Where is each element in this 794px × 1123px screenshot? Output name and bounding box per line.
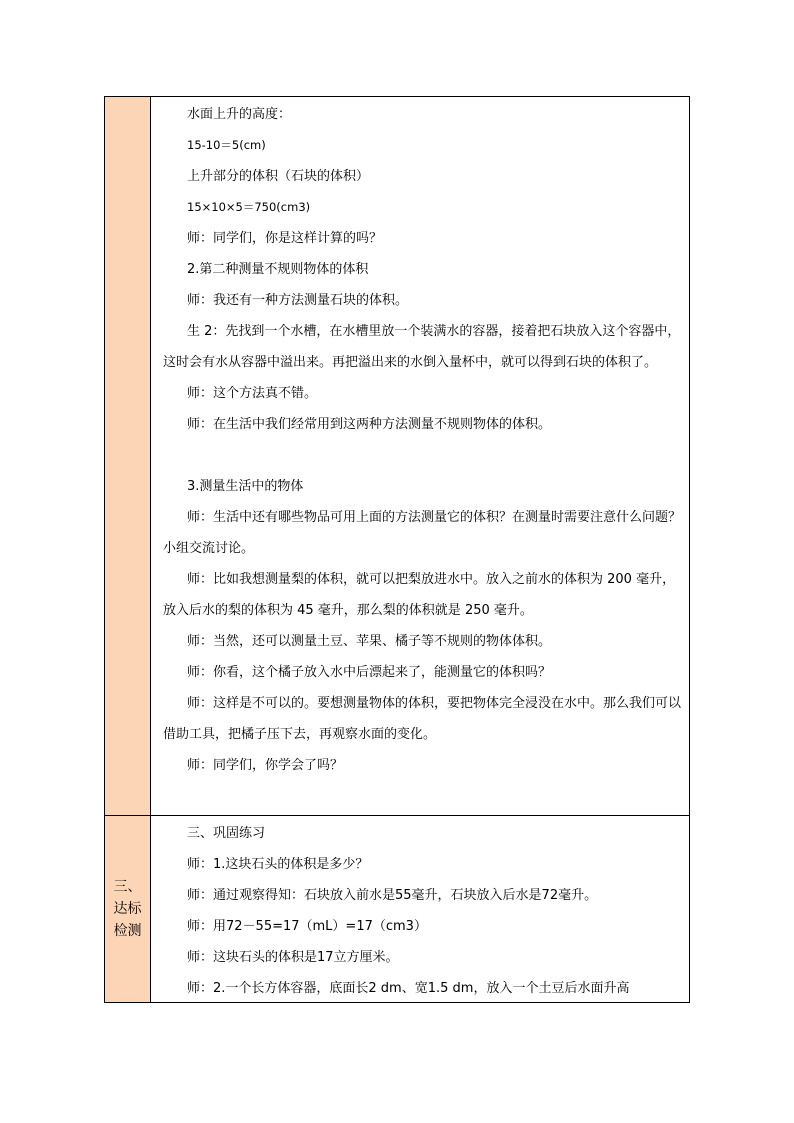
paragraph: 师：比如我想测量梨的体积，就可以把梨放进水中。放入之前水的体积为 200 毫升，放入后水的梨的体积为 45 毫升，那么梨的体积就是 250 毫升。	[163, 572, 676, 618]
section-label-cell	[105, 97, 151, 815]
section-content	[151, 97, 689, 815]
subheading: 三、巩固练习	[187, 826, 266, 841]
text-line: 师：1.这块石头的体积是多少？	[187, 857, 369, 872]
text-line: 师：2.一个长方体容器，底面长2 dm、宽1.5 dm，放入一个土豆后水面升高	[187, 981, 630, 996]
text-line: 师：这个方法真不错。	[187, 386, 318, 401]
text-line: 师：同学们，你是这样计算的吗？	[187, 231, 383, 246]
text-line: 15-10＝5(cm)	[187, 138, 266, 152]
text-line: 师：在生活中我们经常用到这两种方法测量不规则物体的体积。	[187, 417, 552, 432]
text-line: 师：你看，这个橘子放入水中后漂起来了，能测量它的体积吗？	[187, 665, 552, 680]
text-line: 水面上升的高度：	[187, 107, 292, 122]
text-line: 师：同学们，你学会了吗？	[187, 758, 344, 773]
table-row-continuation	[104, 96, 690, 815]
subheading: 3.测量生活中的物体	[187, 479, 304, 494]
paragraph: 生 2：先找到一个水槽，在水槽里放一个装满水的容器，接着把石块放入这个容器中，这时会有水从容器中溢出来。再把溢出来的水倒入量杯中，就可以得到石块的体积了。	[163, 324, 681, 370]
text-line: 师：通过观察得知：石块放入前水是55毫升，石块放入后水是72毫升。	[187, 888, 598, 903]
section-label-cell	[105, 816, 151, 1002]
text-line: 师：用72－55=17（mL）=17（cm3）	[187, 919, 427, 934]
table-row-assessment	[104, 815, 690, 1003]
section-content	[151, 816, 689, 1002]
text-line: 师：这块石头的体积是17立方厘米。	[187, 950, 399, 965]
text-line: 上升部分的体积（石块的体积）	[187, 169, 370, 184]
section-label: 三、达标检测	[113, 879, 142, 939]
paragraph: 师：生活中还有哪些物品可用上面的方法测量它的体积？在测量时需要注意什么问题？小组交流讨论。	[163, 510, 682, 556]
text-line: 15×10×5＝750(cm3)	[187, 200, 311, 214]
paragraph: 师：这样是不可以的。要想测量物体的体积，要把物体完全浸没在水中。那么我们可以借助工具，把橘子压下去，再观察水面的变化。	[163, 696, 682, 742]
lesson-table	[104, 96, 690, 1003]
text-line: 师：当然，还可以测量土豆、苹果、橘子等不规则的物体体积。	[187, 634, 552, 649]
text-line: 2.第二种测量不规则物体的体积	[187, 262, 369, 277]
spacer	[163, 440, 683, 471]
text-line: 师：我还有一种方法测量石块的体积。	[187, 293, 409, 308]
